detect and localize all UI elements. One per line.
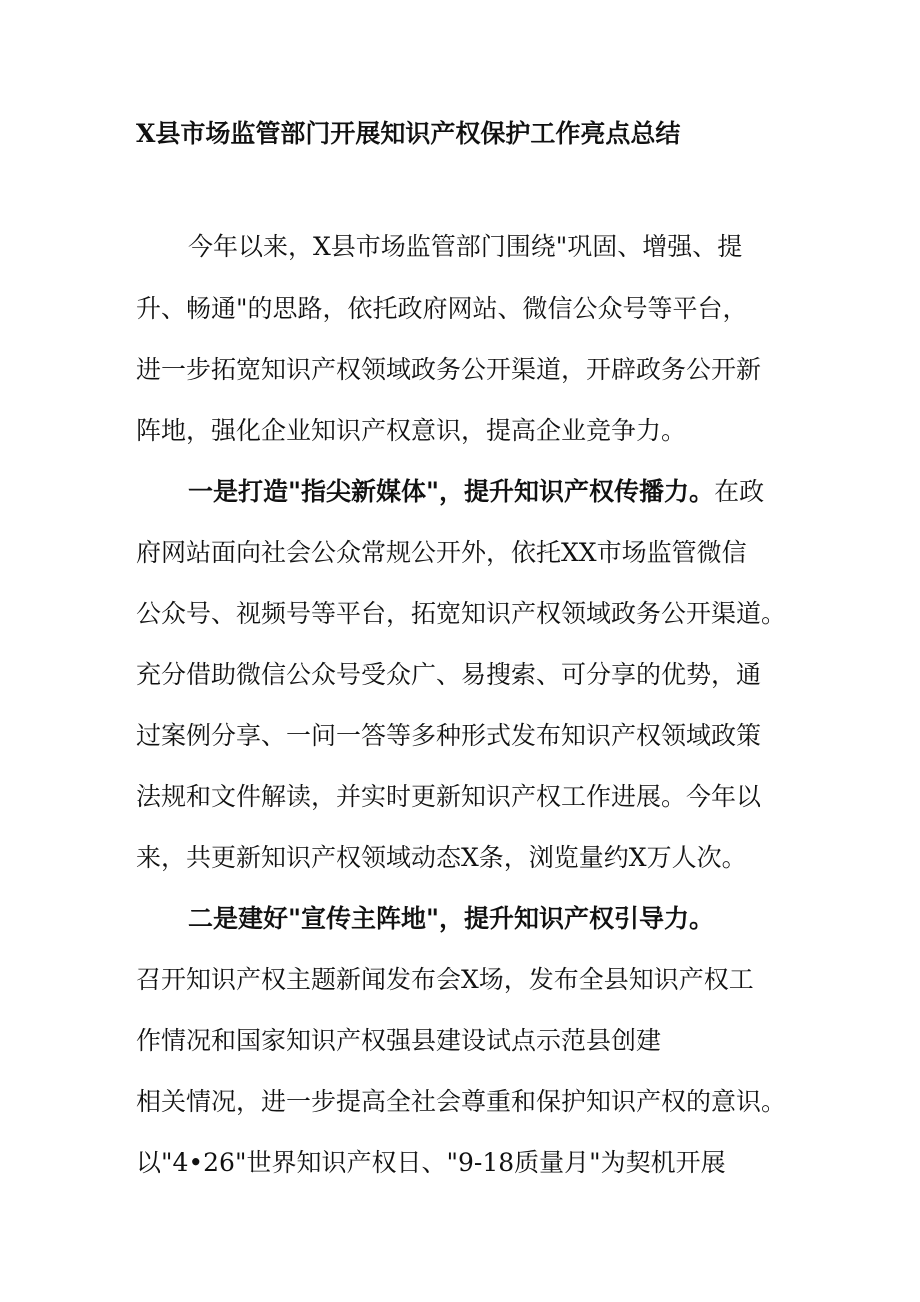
section2-heading: 二是建好"宣传主阵地"，提升知识产权引导力。 <box>188 904 715 933</box>
section2-line-2: 作情况和国家知识产权强县建设试点示范县创建 <box>136 1026 662 1055</box>
section1-line-5: 过案例分享、一问一答等多种形式发布知识产权领域政策 <box>136 721 762 750</box>
section1-line-6: 法规和文件解读，并实时更新知识产权工作进展。今年以 <box>136 782 762 811</box>
section1-first-line-rest: 在政 <box>714 477 765 506</box>
section1-first-line <box>188 474 888 510</box>
intro-line-3: 进一步拓宽知识产权领域政务公开渠道，开辟政务公开新 <box>136 355 762 384</box>
section1-line-4: 充分借助微信公众号受众广、易搜索、可分享的优势，通 <box>136 660 762 689</box>
section1-line-7: 来，共更新知识产权领域动态X条，浏览量约X万人次。 <box>136 843 747 872</box>
section1-line-3: 公众号、视频号等平台，拓宽知识产权领域政务公开渠道。 <box>136 599 787 628</box>
intro-line-4: 阵地，强化企业知识产权意识，提高企业竞争力。 <box>136 416 687 445</box>
section2-line-1: 召开知识产权主题新闻发布会X场，发布全县知识产权工 <box>136 965 754 994</box>
section2-line-4: 以"4•26"世界知识产权日、"9-18质量月"为契机开展 <box>136 1148 726 1177</box>
section1-line-2: 府网站面向社会公众常规公开外，依托XX市场监管微信 <box>136 538 747 567</box>
intro-line-1: 今年以来，X县市场监管部门围绕"巩固、增强、提 <box>188 232 743 261</box>
intro-line-2: 升、畅通"的思路，依托政府网站、微信公众号等平台， <box>136 294 748 323</box>
document-title: X县市场监管部门开展知识产权保护工作亮点总结 <box>136 119 681 148</box>
section2-line-3: 相关情况，进一步提高全社会尊重和保护知识产权的意识。 <box>136 1087 787 1116</box>
section1-heading: 一是打造"指尖新媒体"，提升知识产权传播力。 <box>188 477 715 506</box>
